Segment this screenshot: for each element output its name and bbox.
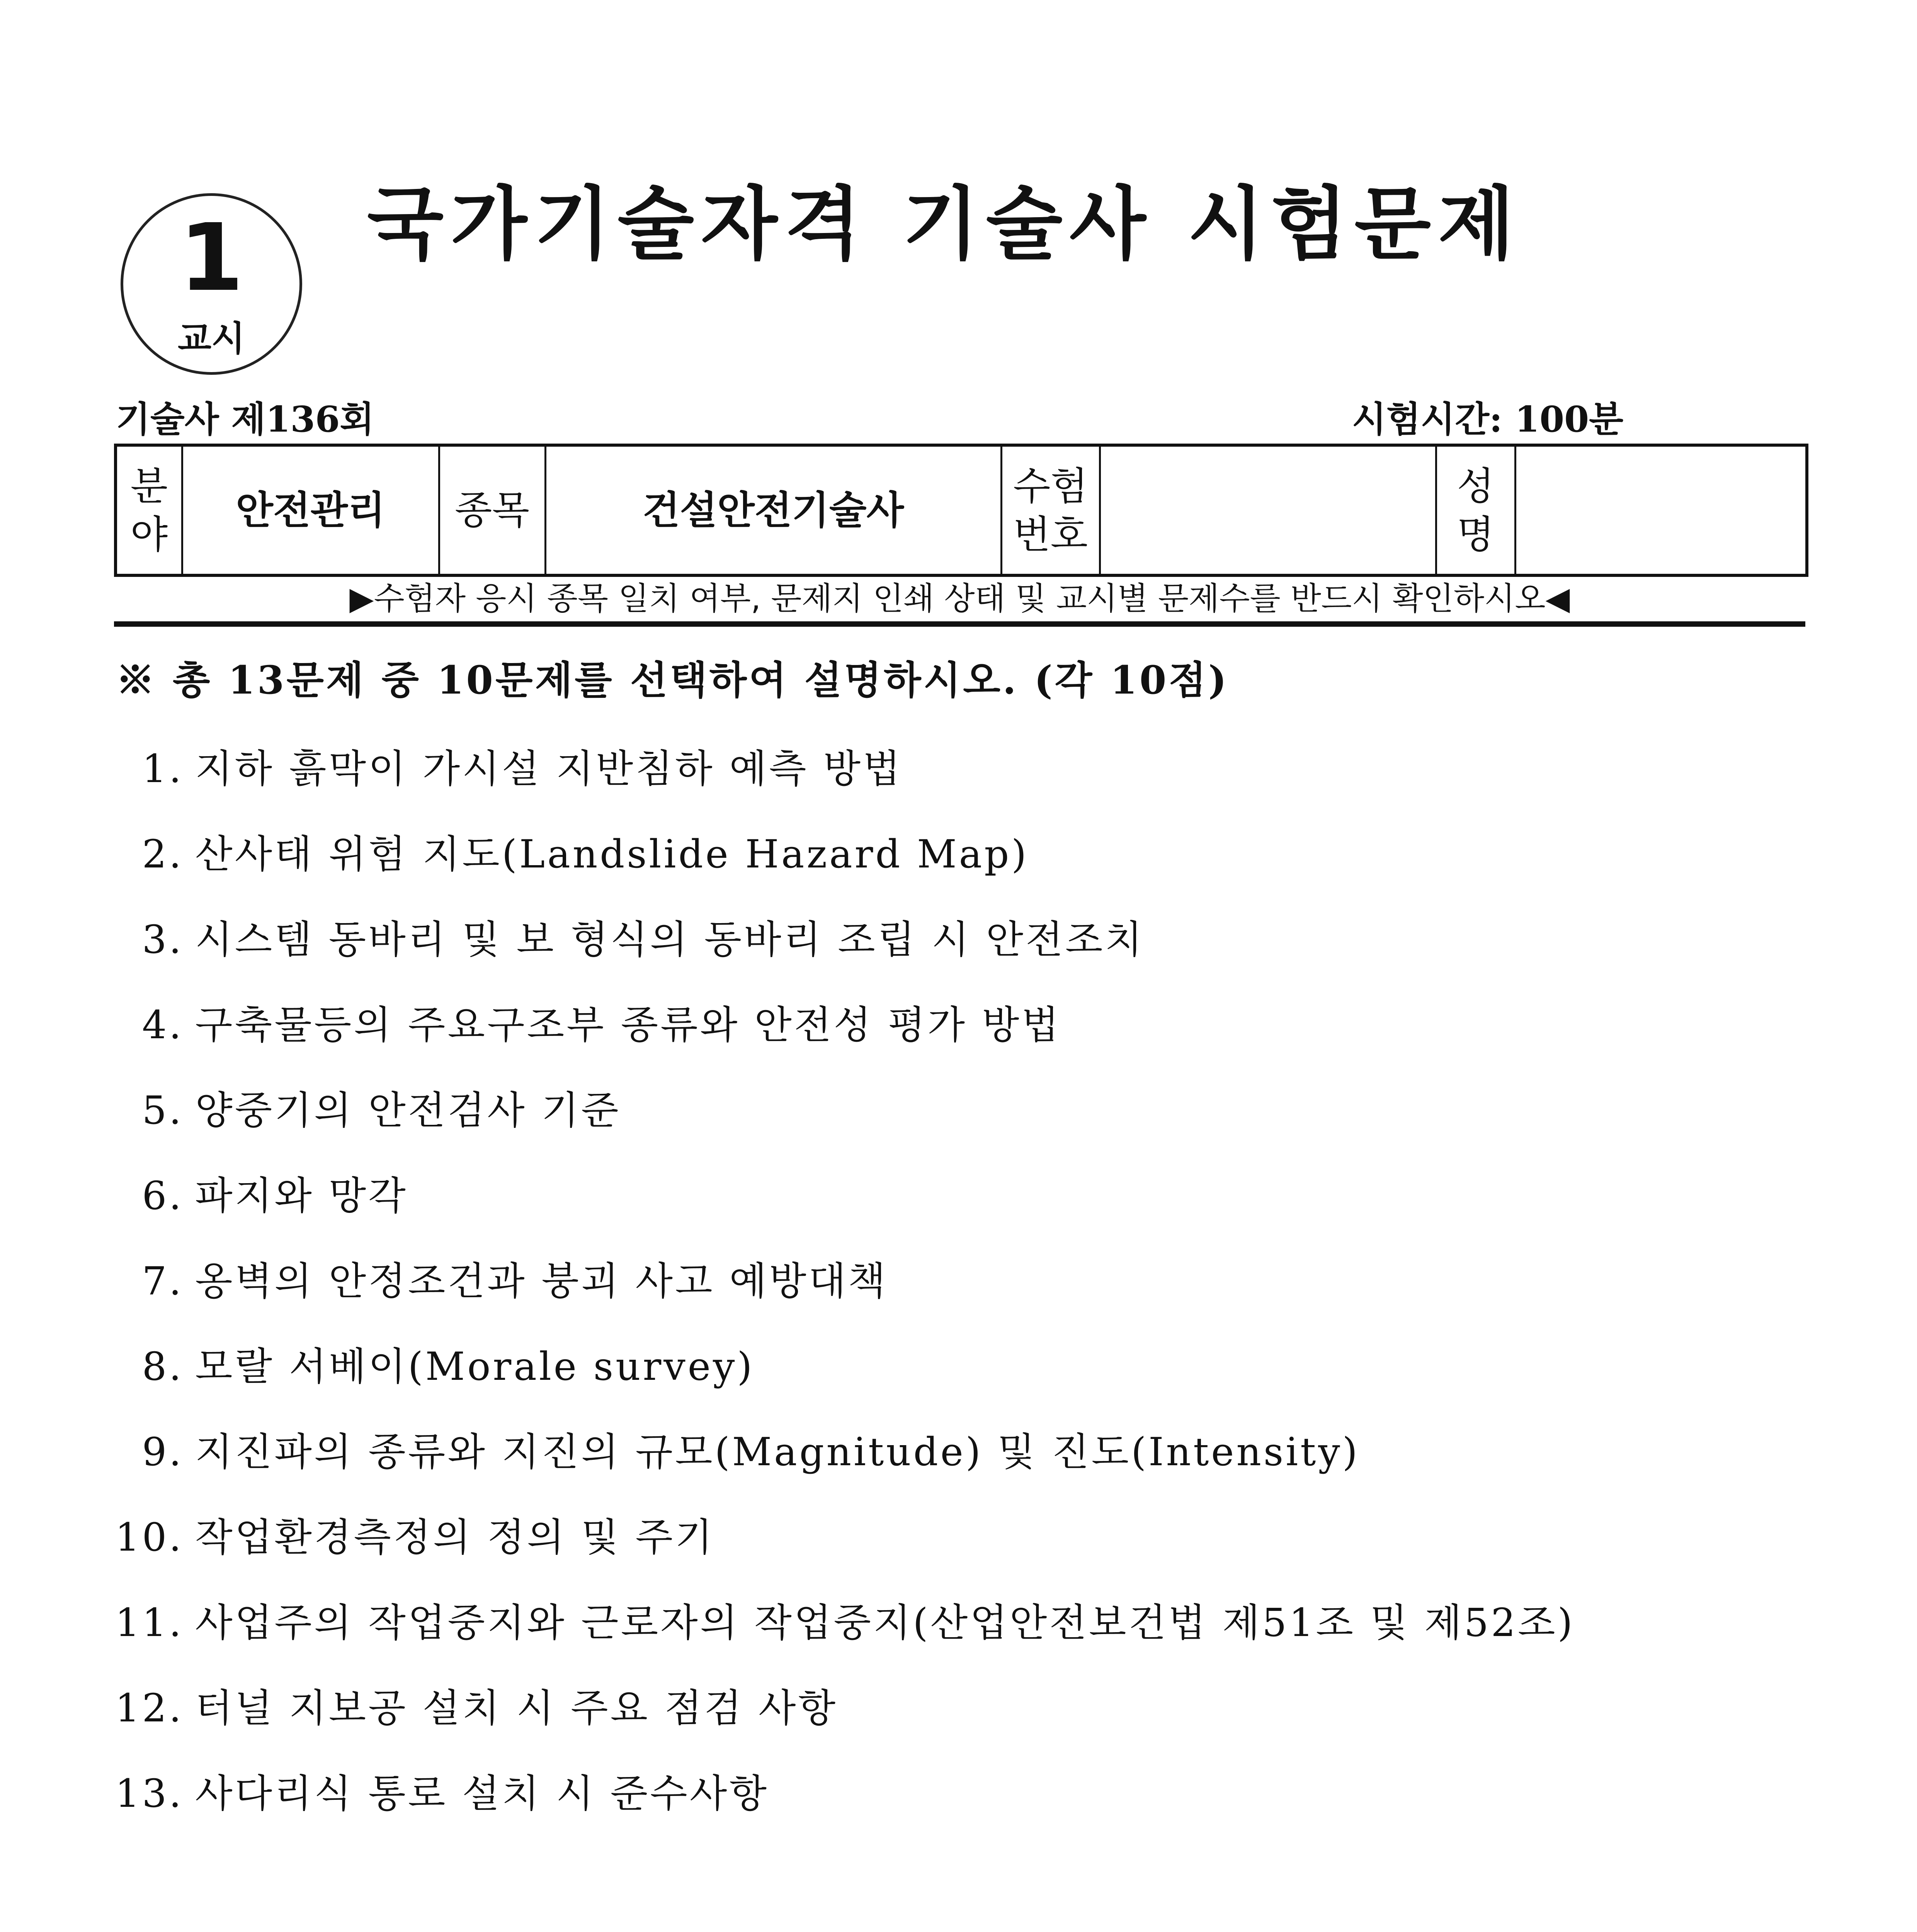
- question-number: 11.: [115, 1600, 184, 1645]
- question-item: [100, 1340, 1762, 1425]
- name-label-line-1: 성: [1457, 463, 1494, 509]
- question-number: 9.: [142, 1429, 184, 1475]
- field-value: 안전관리: [182, 445, 439, 575]
- question-number: 2.: [142, 832, 184, 877]
- question-item: [100, 1169, 1762, 1254]
- question-item: [100, 742, 1762, 827]
- question-text: 사업주의 작업중지와 근로자의 작업중지(산업안전보건법 제51조 및 제52조): [195, 1600, 1575, 1645]
- question-item: [100, 1425, 1762, 1510]
- instruction: ※ 총 13문제 중 10문제를 선택하여 설명하시오. (각 10점): [116, 657, 1229, 703]
- question-text: 사다리식 통로 설치 시 준수사항: [195, 1771, 769, 1816]
- name-field[interactable]: [1515, 445, 1807, 575]
- question-item: [100, 913, 1762, 998]
- question-text: 터널 지보공 설치 시 주요 점검 사항: [195, 1685, 838, 1731]
- question-number: 12.: [115, 1685, 184, 1731]
- question-number: 5.: [142, 1088, 184, 1133]
- exam-number-label-line-2: 번호: [1013, 512, 1088, 557]
- question-item: [100, 998, 1762, 1083]
- check-notice: ▶수험자 응시 종목 일치 여부, 문제지 인쇄 상태 및 교시별 문제수를 반드시 확인하시오◀: [349, 580, 1570, 617]
- question-item: [100, 1510, 1762, 1596]
- question-number: 1.: [142, 746, 184, 791]
- divider: [114, 621, 1805, 627]
- question-text: 산사태 위험 지도(Landslide Hazard Map): [195, 832, 1029, 877]
- exam-number-field[interactable]: [1100, 445, 1436, 575]
- exam-info-table: [114, 444, 1808, 577]
- question-number: 10.: [115, 1515, 184, 1560]
- exam-number-label-line-1: 수험: [1013, 463, 1088, 509]
- page-title: 국가기술자격 기술사 시험문제: [367, 178, 1522, 270]
- field-label: [116, 445, 182, 575]
- question-list: [100, 742, 1762, 1852]
- exam-round: 기술사 제136회: [116, 398, 374, 440]
- session-badge: [121, 193, 302, 375]
- item-value: 건설안전기술사: [545, 445, 1001, 575]
- session-number: 1: [179, 204, 244, 312]
- exam-number-label: [1001, 445, 1100, 575]
- question-text: 구축물등의 주요구조부 종류와 안전성 평가 방법: [195, 1002, 1061, 1048]
- question-item: [100, 1767, 1762, 1852]
- question-text: 지하 흙막이 가시설 지반침하 예측 방법: [195, 746, 903, 791]
- field-label-line-2: 야: [130, 512, 168, 557]
- question-number: 13.: [115, 1771, 184, 1816]
- exam-duration: 시험시간: 100분: [1352, 398, 1623, 440]
- question-number: 7.: [142, 1259, 184, 1304]
- name-label: [1436, 445, 1515, 575]
- item-label: 종목: [439, 445, 545, 575]
- question-number: 4.: [142, 1002, 184, 1048]
- question-item: [100, 1596, 1762, 1681]
- question-text: 작업환경측정의 정의 및 주기: [195, 1515, 715, 1560]
- question-text: 지진파의 종류와 지진의 규모(Magnitude) 및 진도(Intensity): [195, 1429, 1360, 1475]
- question-text: 양중기의 안전검사 기준: [195, 1088, 621, 1133]
- question-item: [100, 1254, 1762, 1340]
- question-item: [100, 1083, 1762, 1169]
- question-number: 3.: [142, 917, 184, 962]
- question-item: [100, 1681, 1762, 1767]
- question-number: 6.: [142, 1173, 184, 1218]
- question-text: 옹벽의 안정조건과 붕괴 사고 예방대책: [195, 1259, 888, 1304]
- session-label: 교시: [178, 318, 245, 359]
- question-text: 모랄 서베이(Morale survey): [195, 1344, 755, 1389]
- question-number: 8.: [142, 1344, 184, 1389]
- question-text: 파지와 망각: [195, 1173, 408, 1218]
- name-label-line-2: 명: [1457, 512, 1494, 557]
- field-label-line-1: 분: [130, 463, 168, 509]
- question-text: 시스템 동바리 및 보 형식의 동바리 조립 시 안전조치: [195, 917, 1145, 962]
- question-item: [100, 827, 1762, 913]
